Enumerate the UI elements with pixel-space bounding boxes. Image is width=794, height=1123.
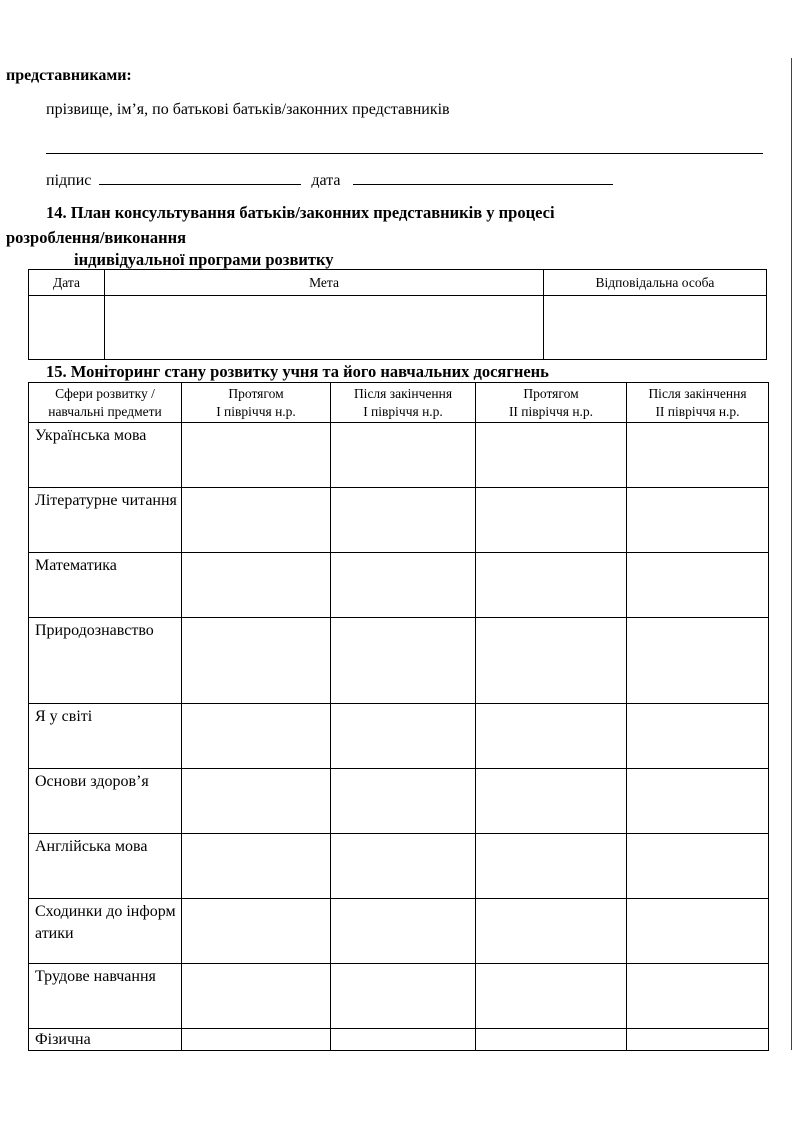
monitoring-cell[interactable] bbox=[627, 769, 769, 834]
monitoring-cell[interactable] bbox=[476, 834, 627, 899]
column-header-during-first-semester: Протягом І півріччя н.р. bbox=[182, 383, 331, 423]
monitoring-cell[interactable] bbox=[182, 769, 331, 834]
monitoring-cell[interactable] bbox=[627, 423, 769, 488]
column-header-during-second-semester: Протягом ІІ півріччя н.р. bbox=[476, 383, 627, 423]
subject-name: Українська мова bbox=[29, 423, 182, 488]
subject-name: Англійська мова bbox=[29, 834, 182, 899]
consultation-responsible-cell[interactable] bbox=[544, 296, 767, 360]
section14-title-line3: індивідуальної програми розвитку bbox=[74, 250, 334, 269]
date-field[interactable] bbox=[353, 170, 613, 185]
consultation-date-cell[interactable] bbox=[29, 296, 105, 360]
date-label: дата bbox=[311, 172, 341, 189]
table-row bbox=[29, 834, 769, 899]
subject-name: Природознавство bbox=[29, 618, 182, 704]
monitoring-cell[interactable] bbox=[476, 553, 627, 618]
monitoring-cell[interactable] bbox=[182, 704, 331, 769]
monitoring-cell[interactable] bbox=[627, 704, 769, 769]
signature-label: підпис bbox=[46, 172, 92, 189]
monitoring-cell[interactable] bbox=[627, 964, 769, 1029]
monitoring-cell[interactable] bbox=[627, 618, 769, 704]
monitoring-cell[interactable] bbox=[627, 834, 769, 899]
monitoring-table bbox=[28, 382, 769, 1051]
table-row bbox=[29, 553, 769, 618]
monitoring-cell[interactable] bbox=[627, 553, 769, 618]
monitoring-cell[interactable] bbox=[182, 618, 331, 704]
subject-name: Я у світі bbox=[29, 704, 182, 769]
parents-fullname-label: прізвище, ім’я, по батькові батьків/законних представників bbox=[46, 101, 450, 118]
monitoring-cell[interactable] bbox=[182, 423, 331, 488]
section15-title: 15. Моніторинг стану розвитку учня та його навчальних досягнень bbox=[46, 362, 549, 381]
consultation-header-row bbox=[29, 270, 767, 296]
monitoring-cell[interactable] bbox=[331, 618, 476, 704]
monitoring-cell[interactable] bbox=[331, 553, 476, 618]
signature-date-line bbox=[46, 170, 613, 190]
section14-title-line1: 14. План консультування батьків/законних представників у процесі bbox=[46, 203, 555, 222]
table-row bbox=[29, 423, 769, 488]
monitoring-cell[interactable] bbox=[476, 704, 627, 769]
section14-title-line2: розроблення/виконання bbox=[6, 228, 187, 247]
table-row bbox=[29, 488, 769, 553]
monitoring-cell[interactable] bbox=[627, 488, 769, 553]
column-header-subjects: Сфери розвитку / навчальні предмети bbox=[29, 383, 182, 423]
monitoring-cell[interactable] bbox=[182, 553, 331, 618]
parents-fullname-field[interactable] bbox=[46, 153, 763, 154]
table-row bbox=[29, 704, 769, 769]
subject-name: Основи здоров’я bbox=[29, 769, 182, 834]
monitoring-cell[interactable] bbox=[182, 899, 331, 964]
monitoring-cell[interactable] bbox=[331, 423, 476, 488]
monitoring-cell[interactable] bbox=[331, 769, 476, 834]
continuation-heading: представниками: bbox=[6, 67, 132, 84]
consultation-plan-table bbox=[28, 269, 767, 360]
subject-name: Математика bbox=[29, 553, 182, 618]
subject-name: Трудове навчання bbox=[29, 964, 182, 1029]
table-row bbox=[29, 296, 767, 360]
table-row bbox=[29, 964, 769, 1029]
monitoring-cell[interactable] bbox=[182, 1029, 331, 1051]
monitoring-cell[interactable] bbox=[331, 964, 476, 1029]
monitoring-cell[interactable] bbox=[476, 769, 627, 834]
table-row bbox=[29, 618, 769, 704]
column-header-date: Дата bbox=[29, 270, 105, 296]
consultation-goal-cell[interactable] bbox=[105, 296, 544, 360]
monitoring-header-row bbox=[29, 383, 769, 423]
monitoring-cell[interactable] bbox=[182, 488, 331, 553]
monitoring-cell[interactable] bbox=[331, 704, 476, 769]
monitoring-cell[interactable] bbox=[331, 834, 476, 899]
column-header-goal: Мета bbox=[105, 270, 544, 296]
monitoring-cell[interactable] bbox=[331, 1029, 476, 1051]
subject-name: Літературне читання bbox=[29, 488, 182, 553]
table-row bbox=[29, 899, 769, 964]
column-header-after-first-semester: Після закінчення І півріччя н.р. bbox=[331, 383, 476, 423]
monitoring-cell[interactable] bbox=[182, 964, 331, 1029]
monitoring-cell[interactable] bbox=[331, 488, 476, 553]
subject-name: Сходинки до інформатики bbox=[29, 899, 182, 964]
column-header-responsible: Відповідальна особа bbox=[544, 270, 767, 296]
page-right-border bbox=[791, 58, 792, 1050]
table-row bbox=[29, 1029, 769, 1051]
monitoring-cell[interactable] bbox=[476, 488, 627, 553]
monitoring-cell[interactable] bbox=[476, 899, 627, 964]
monitoring-cell[interactable] bbox=[476, 1029, 627, 1051]
monitoring-cell[interactable] bbox=[182, 834, 331, 899]
monitoring-cell[interactable] bbox=[476, 423, 627, 488]
column-header-after-second-semester: Після закінчення ІІ півріччя н.р. bbox=[627, 383, 769, 423]
monitoring-cell[interactable] bbox=[476, 618, 627, 704]
monitoring-cell[interactable] bbox=[627, 1029, 769, 1051]
monitoring-cell[interactable] bbox=[476, 964, 627, 1029]
signature-field[interactable] bbox=[99, 170, 301, 185]
monitoring-cell[interactable] bbox=[627, 899, 769, 964]
table-row bbox=[29, 769, 769, 834]
monitoring-cell[interactable] bbox=[331, 899, 476, 964]
subject-name: Фізична bbox=[29, 1029, 182, 1051]
